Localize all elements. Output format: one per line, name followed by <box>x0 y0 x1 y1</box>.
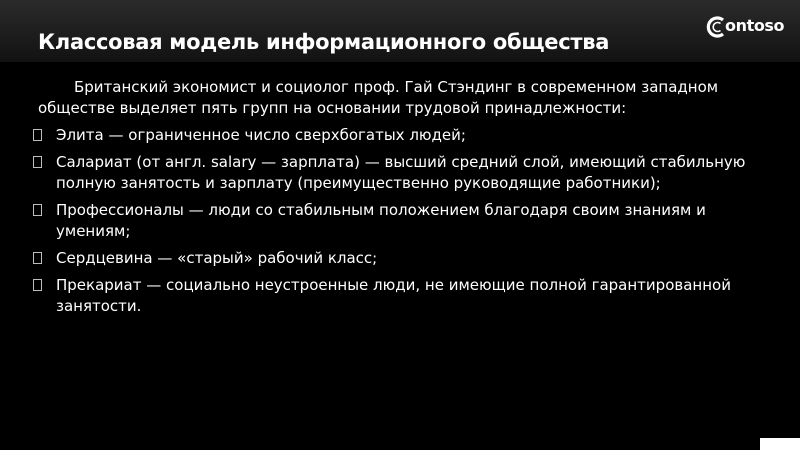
list-item <box>30 125 775 146</box>
bullet-text: Салариат (от англ. salary — зарплата) — высший средний слой, имеющий стабильную полную занятость и зарплату (преимущественно руководящие работники); <box>56 153 746 192</box>
corner-patch <box>760 438 800 450</box>
bullet-square-icon <box>33 204 42 216</box>
bullet-text: Профессионалы — люди со стабильным положением благодаря своим знаниям и умениям; <box>56 201 706 240</box>
list-item <box>30 152 775 194</box>
bullet-square-icon <box>33 129 42 141</box>
bullet-text: Сердцевина — «старый» рабочий класс; <box>56 249 378 267</box>
bullet-text: Элита — ограниченное число сверхбогатых людей; <box>56 126 466 144</box>
contoso-logo <box>704 12 790 42</box>
slide-title: Классовая модель информационного общества <box>38 30 610 54</box>
bullet-square-icon <box>33 156 42 168</box>
list-item <box>30 200 775 242</box>
intro-paragraph: Британский экономист и социолог проф. Гай Стэндинг в современном западном обществе выделяет пять групп на основании трудовой принадлежности: <box>38 78 719 117</box>
bullet-square-icon <box>33 252 42 264</box>
slide-header <box>0 0 800 62</box>
bullet-square-icon <box>33 279 42 291</box>
logo-text: ontoso <box>725 16 785 35</box>
bullet-list <box>30 125 775 317</box>
list-item <box>30 248 775 269</box>
list-item <box>30 275 775 317</box>
bullet-text: Прекариат — социально неустроенные люди, не имеющие полной гарантированной занятости. <box>56 276 731 315</box>
slide-body <box>30 77 775 323</box>
